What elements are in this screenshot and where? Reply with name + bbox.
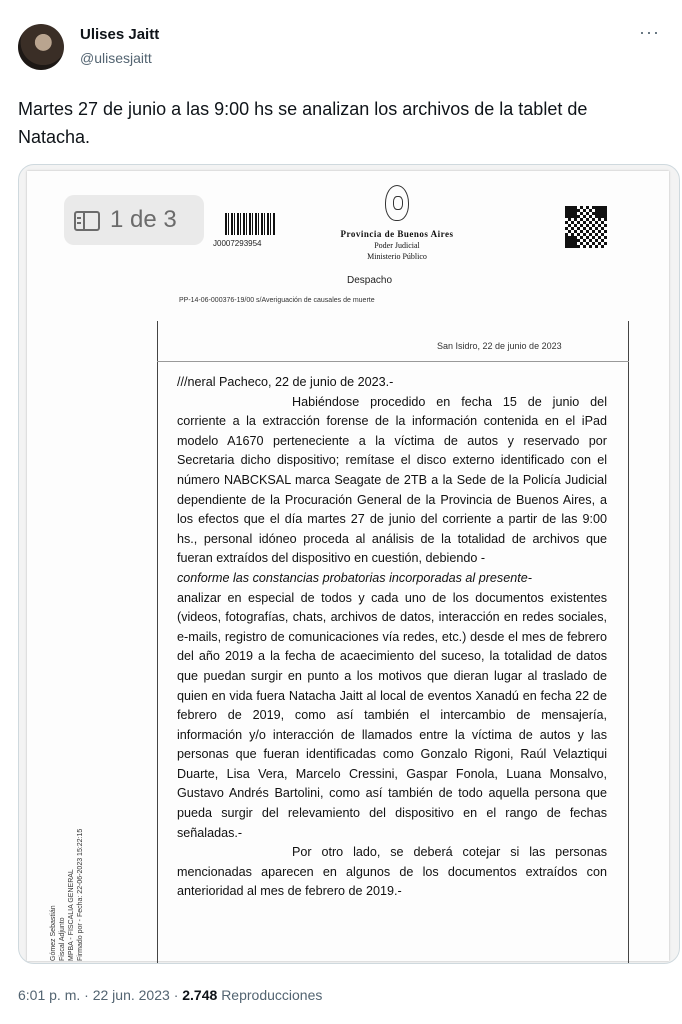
- author-handle[interactable]: @ulisesjaitt: [80, 50, 152, 66]
- author-name[interactable]: Ulises Jaitt: [80, 26, 160, 43]
- case-reference: PP-14-06-000376-19/00 s/Averiguación de causales de muerte: [179, 297, 375, 304]
- paragraph-date: ///neral Pacheco, 22 de junio de 2023.-: [177, 375, 394, 389]
- separator: ·: [84, 987, 93, 1003]
- document-image: [27, 171, 669, 961]
- tweet-time[interactable]: 6:01 p. m.: [18, 987, 81, 1003]
- tweet-text: Martes 27 de junio a las 9:00 hs se analizan los archivos de la tablet de Natacha.: [18, 99, 588, 147]
- paragraph-closing: Por otro lado, se deberá cotejar si las personas mencionadas aparecen en algunos de los documentos extraídos con anterioridad al mes de febrero de 2019.-: [177, 845, 607, 899]
- tweet-media[interactable]: [18, 164, 680, 964]
- document-title: Despacho: [347, 275, 393, 286]
- institution-line3: Ministerio Público: [367, 252, 427, 261]
- stamp-line4: Firmado por - Fecha: 22-06-2023 15:22:15: [77, 828, 84, 961]
- institution-header: [277, 229, 517, 261]
- tweet-footer: [18, 987, 322, 1003]
- separator: ·: [173, 987, 183, 1003]
- more-options-icon[interactable]: ···: [639, 22, 660, 42]
- institution-line1: Provincia de Buenos Aires: [340, 229, 454, 239]
- document-body: [177, 373, 607, 902]
- coat-of-arms-icon: [385, 185, 409, 221]
- paragraph-main: Habiéndose procedido en fecha 15 de junio del corriente a la extracción forense de la información contenida en el iPad modelo A1670 perteneciente a la víctima de autos y reservado por Secretaria dicho dispositivo; remítase el disco externo identificado con el número NABCKSAL marca Seagate de 2TB a la Sede de la Policía Judicial dependiente de la Procuración General de la Provincia de Buenos Aires, a los efectos que el día martes 27 de junio del corriente a partir de las 9:00 hs., personal idóneo proceda al análisis de la totalidad de archivos que fueran extraídos del dispositivo en cuestión, debiendo -: [177, 394, 607, 566]
- paragraph-analysis: analizar en especial de todos y cada uno de los documentos existentes (videos, fotografías, chats, archivos de datos, interacción en redes sociales, e-mails, registro de comunicaciones vía redes, etc.) desde el mes de febrero del año 2019 a la fecha de acaecimiento del suceso, la totalidad de datos que puedan surgir en punto a los motivos que dieran lugar al traslado de quien en vida fuera Natacha Jaitt al local de eventos Xanadú en fecha 22 de febrero de 2019, como así también el intercambio de mensajería, información y/o interacción de llamados entre la víctima de autos y las personas que fueran identificadas como Gonzalo Rigoni, Raúl Velaztiqui Duarte, Lisa Vera, Marcelo Cressini, Gaspar Fonola, Luana Monsalvo, Gustavo Andrés Bartolini, como así también de todo aquella persona que pueda surgir del relevamiento del dispositivo en el rango de fechas señaladas.-: [177, 590, 607, 840]
- institution-line2: Poder Judicial: [374, 241, 420, 250]
- views-label: Reproducciones: [221, 987, 323, 1003]
- paragraph-italic: conforme las constancias probatorias incorporadas al presente-: [177, 570, 532, 585]
- page-indicator-label: 1 de 3: [110, 206, 177, 233]
- avatar[interactable]: [18, 24, 64, 70]
- views-count: 2.748: [182, 987, 218, 1003]
- stamp-line1: Gómez Sebastián: [50, 905, 57, 961]
- page-indicator[interactable]: [64, 195, 204, 245]
- stamp-line2: Fiscal Adjunto: [59, 917, 66, 961]
- pages-icon: [74, 211, 100, 231]
- tweet-header: [18, 20, 664, 74]
- place-date: San Isidro, 22 de junio de 2023: [437, 341, 562, 351]
- barcode-icon: [225, 213, 275, 235]
- barcode-number: J0007293954: [213, 239, 262, 248]
- tweet-date[interactable]: 22 jun. 2023: [92, 987, 170, 1003]
- qr-code-icon: [565, 206, 607, 248]
- signature-stamp: [49, 829, 85, 961]
- divider: [157, 361, 629, 362]
- stamp-line3: MPBA - FISCALIA GENERAL: [68, 869, 75, 961]
